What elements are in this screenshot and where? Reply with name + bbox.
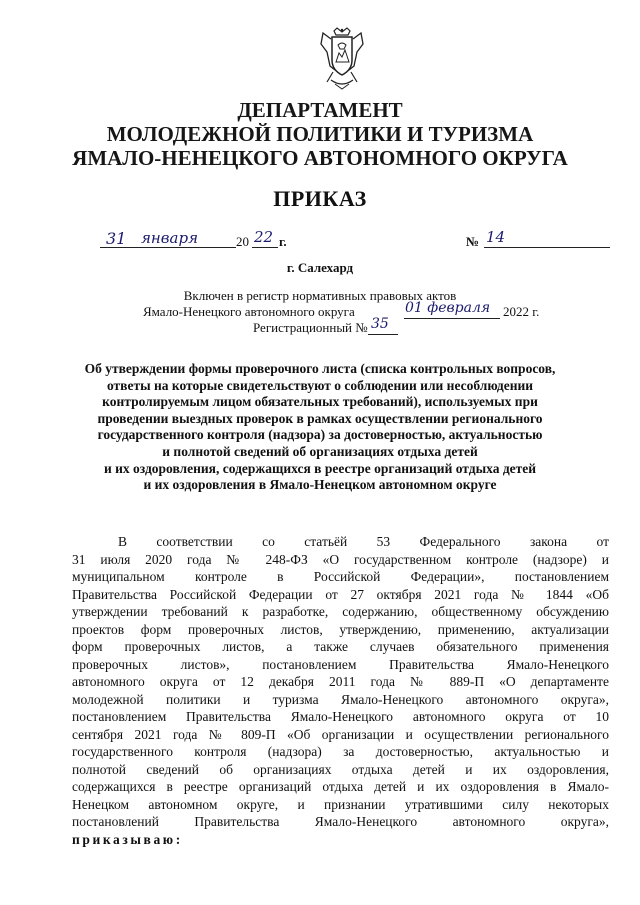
document-type-title: ПРИКАЗ: [273, 186, 367, 211]
body-line: сентября 2021 года № 809-П «Об организации и осуществлении регионального: [72, 726, 609, 742]
registration-date: 01 февраля: [405, 300, 491, 316]
body-line: Ненецком автономном округе, и признании утратившими силу некоторых: [72, 796, 609, 812]
order-date-month: января: [141, 229, 199, 247]
order-year-suffix: 22: [254, 228, 274, 246]
department-title-line-1: ДЕПАРТАМЕНТ: [237, 98, 403, 122]
order-date-day: 31: [106, 229, 127, 248]
body-line: проектов форм проверочных листов, утверждению, применению, актуализации: [72, 621, 609, 637]
body-line: утверждении требований к разработке, содержанию, общественному обсуждению: [72, 604, 609, 619]
registration-number-underline: [368, 334, 398, 335]
body-line: постановлений Правительства Ямало-Ненецкого автономного округа»,: [72, 814, 609, 829]
order-city: г. Салехард: [286, 260, 354, 275]
subject-line: и их оздоровления в Ямало-Ненецком автономном округе: [143, 477, 497, 493]
registration-number: 35: [371, 316, 389, 332]
subject-line: Об утверждении формы проверочного листа (списка контрольных вопросов,: [84, 361, 556, 376]
body-line: муниципальном контроле в Российской Федерации», постановлением: [72, 569, 609, 584]
order-number-value: 14: [486, 228, 506, 246]
body-line: 31 июля 2020 года № 248-ФЗ «О государственном контроле (надзоре) и: [72, 551, 609, 567]
body-line: В соответствии со статьёй 53 Федерального закона от: [118, 534, 609, 549]
body-line: Правительства Российской Федерации от 27 октября 2021 года № 1844 «Об: [72, 586, 609, 602]
body-line: проверочных листов», постановлением Правительства Ямало-Ненецкого: [72, 656, 609, 672]
subject-line: контролируемым лицом обязательных требований), используемых при: [102, 394, 538, 410]
registration-number-label: Регистрационный №: [253, 320, 368, 335]
order-year-underline: [252, 247, 278, 248]
subject-line: проведении выездных проверок в рамках осуществлении регионального: [97, 410, 543, 426]
subject-line: и их оздоровления, содержащихся в реестре организаций отдыха детей: [103, 460, 537, 476]
registration-date-underline: [404, 318, 500, 319]
order-year-unit: г.: [279, 234, 287, 249]
registration-line-2-prefix: Ямало-Ненецкого автономного округа: [143, 304, 355, 319]
order-subject: [66, 361, 574, 494]
subject-line: ответы на которые свидетельствуют о соблюдении или несоблюдении: [106, 377, 534, 393]
subject-line: государственного контроля (надзора) за достоверностью, актуальностью: [97, 427, 543, 443]
order-number-label: №: [466, 234, 480, 249]
order-number-underline: [484, 247, 610, 248]
subject-line: и полнотой сведений об организациях отдыха детей: [162, 443, 478, 459]
department-title-line-3: ЯМАЛО-НЕНЕЦКОГО АВТОНОМНОГО ОКРУГА: [72, 146, 568, 170]
body-line: постановлением Правительства Ямало-Ненецкого автономного округа от 10: [72, 709, 609, 724]
coat-of-arms-icon: [319, 26, 365, 90]
body-line: содержащихся в реестре организаций отдыха детей и их оздоровления в Ямало-: [72, 779, 609, 794]
body-line: государственного контроля (надзора) за достоверностью, актуальностью и: [72, 744, 609, 759]
body-line: форм проверочных листов, а также случаев обязательного применения: [72, 639, 609, 654]
department-title-line-2: МОЛОДЕЖНОЙ ПОЛИТИКИ И ТУРИЗМА: [106, 122, 534, 146]
registration-line-2-suffix: 2022 г.: [503, 304, 540, 319]
order-year-prefix: 20: [236, 234, 249, 249]
registration-line-1: Включен в регистр нормативных правовых актов: [183, 288, 457, 303]
order-date-underline: [100, 247, 236, 248]
closing-command: приказываю:: [72, 831, 183, 847]
body-line: молодежной политики и туризма Ямало-Ненецкого автономного округа»,: [72, 691, 609, 707]
body-line: полнотой сведений об организациях отдыха детей и их оздоровления,: [72, 761, 609, 777]
preamble-paragraph: [72, 533, 609, 848]
body-line: автономного округа от 12 декабря 2011 года № 889-П «О департаменте: [72, 674, 609, 689]
